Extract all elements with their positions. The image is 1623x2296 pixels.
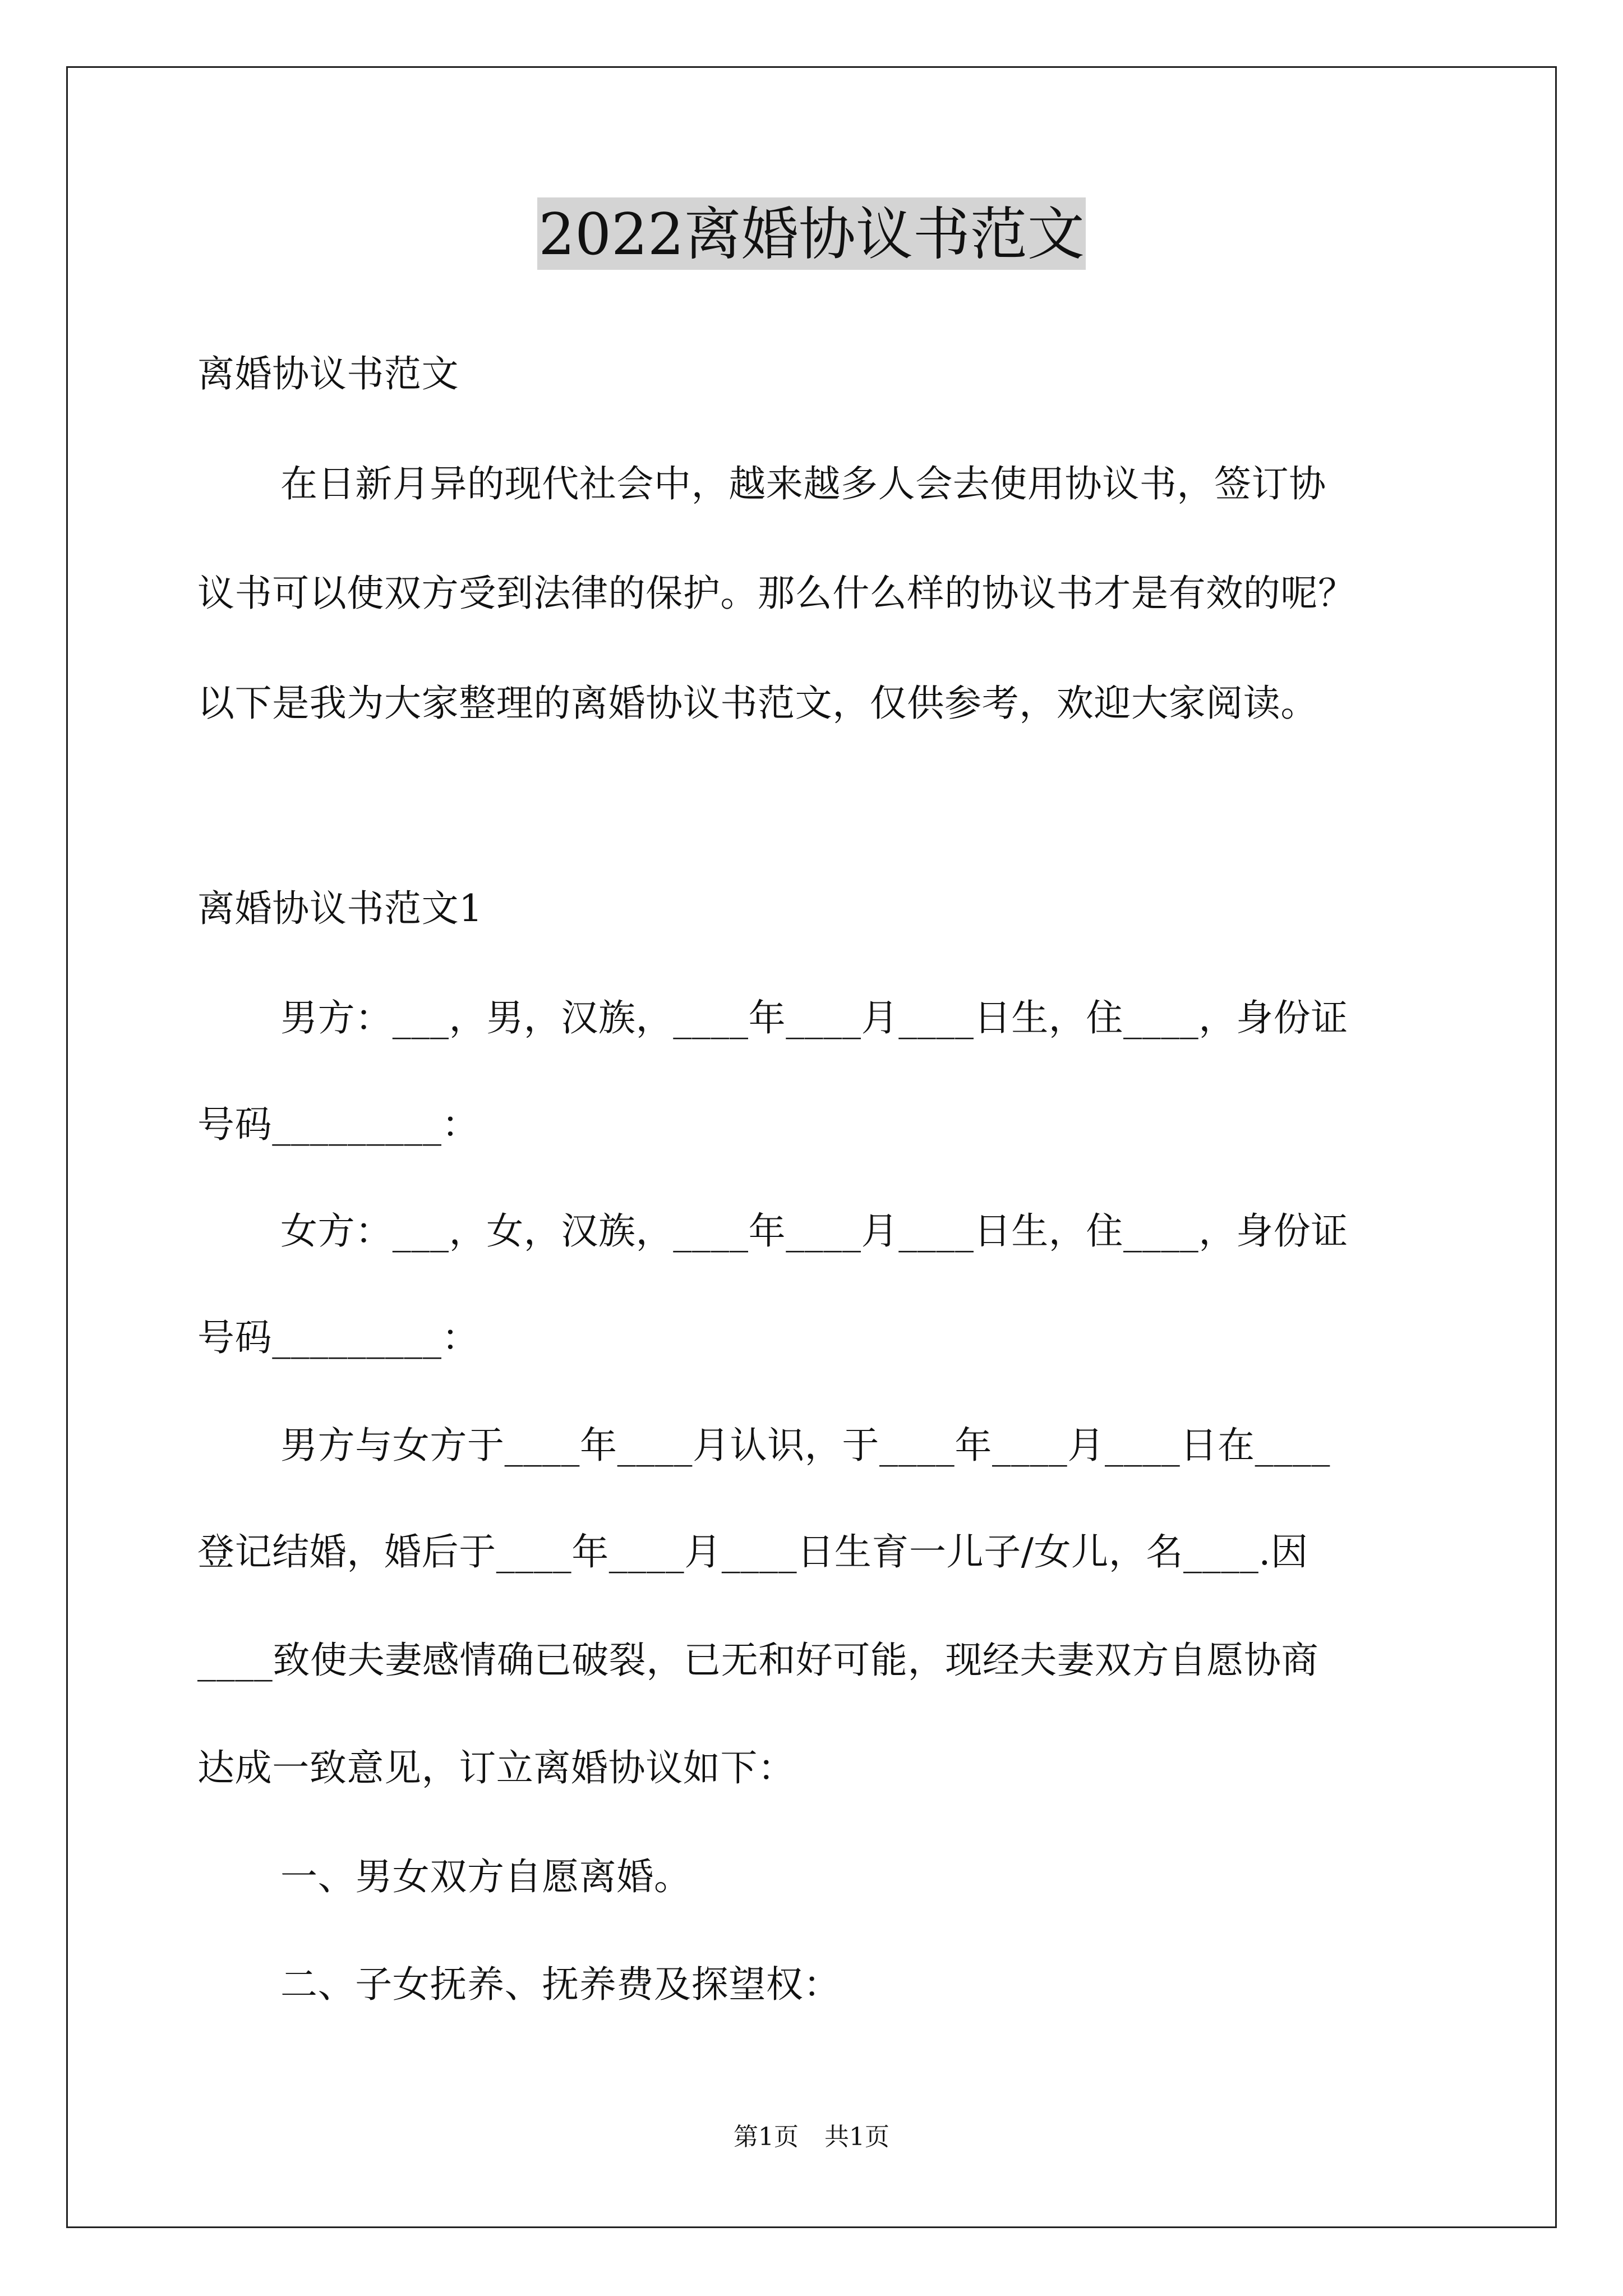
marriage-paragraph-line-4: 达成一致意见，订立离婚协议如下：: [197, 1746, 795, 1789]
intro-paragraph-line-2: 议书可以使双方受到法律的保护。那么什么样的协议书才是有效的呢？: [197, 572, 1355, 615]
intro-paragraph-line-1: 在日新月异的现代社会中，越来越多人会去使用协议书，签订协: [280, 462, 1326, 505]
page-number: 第1页: [734, 2123, 799, 2151]
clause-1: 一、男女双方自愿离婚。: [280, 1855, 691, 1898]
marriage-paragraph-line-2: 登记结婚，婚后于____年____月____日生育一儿子/女儿，名____.因: [197, 1530, 1308, 1573]
male-party-line-1: 男方：___，男，汉族，____年____月____日生，住____，身份证: [280, 996, 1348, 1039]
marriage-paragraph-line-3: ____致使夫妻感情确已破裂，已无和好可能，现经夫妻双方自愿协商: [197, 1639, 1319, 1682]
intro-paragraph-line-3: 以下是我为大家整理的离婚协议书范文，仅供参考，欢迎大家阅读。: [197, 682, 1318, 725]
title-container: [0, 197, 1623, 270]
section-heading-sample-1: 离婚协议书范文1: [197, 887, 483, 930]
marriage-paragraph-line-1: 男方与女方于____年____月认识，于____年____月____日在____: [280, 1424, 1330, 1467]
clause-2: 二、子女抚养、抚养费及探望权：: [280, 1963, 841, 2006]
male-party-line-2: 号码_________：: [197, 1103, 479, 1146]
document-title: 2022离婚协议书范文: [537, 197, 1086, 270]
section-heading-intro: 离婚协议书范文: [197, 352, 459, 395]
female-party-line-1: 女方：___，女，汉族，____年____月____日生，住____，身份证: [280, 1209, 1348, 1253]
female-party-line-2: 号码_________：: [197, 1316, 479, 1359]
page-footer: [0, 2122, 1623, 2153]
page-total: 共1页: [824, 2123, 889, 2151]
